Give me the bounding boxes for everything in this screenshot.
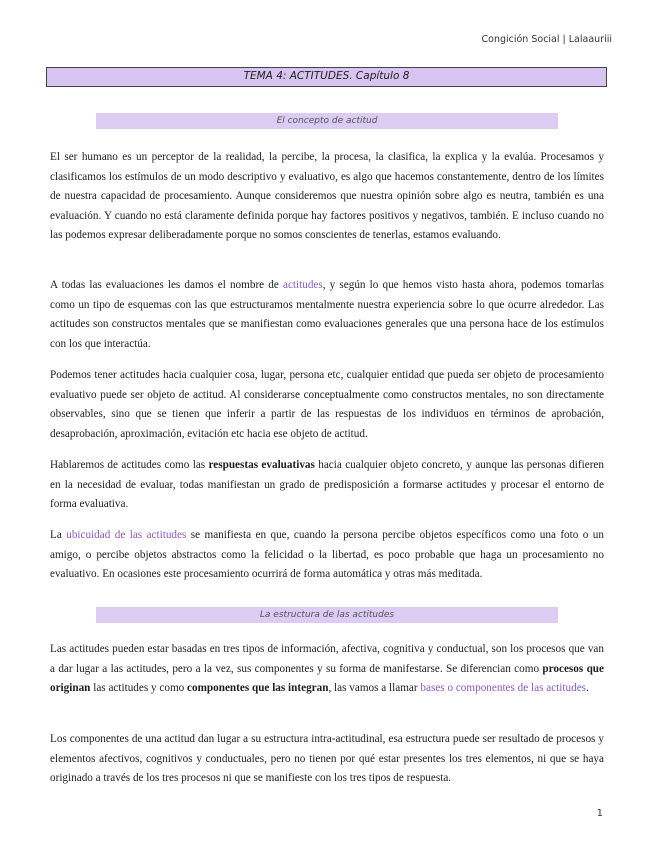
paragraph-4-text-b: hacia cualquier objeto concreto, y aunque las personas difieren en la necesidad de evaluar, todas manifiestan un grado de predisposición a formarse actitudes y procesar el entorno de forma evaluativa. <box>50 459 604 511</box>
term-procesos-originan: procesos que originan <box>50 662 604 695</box>
paragraph-7 <box>50 730 604 789</box>
paragraph-6-text-d: . <box>586 682 589 695</box>
paragraph-1-text: El ser humano es un perceptor de la realidad, la percibe, la procesa, la clasifica, la explica y la evalúa. Procesamos y clasificamos los estímulos de un modo descriptivo y evaluativo, es algo que hacemos constantemente, dentro de los límites de nuestra capacidad de procesamiento. Aunque consideremos que nuestra opinión sobre algo es neutra, también es una evaluación. Y cuando no está claramente definida porque hay factores positivos y negativos, también. E incluso cuando no las podemos expresar deliberadamente porque no somos conscientes de tenerlas, estamos evaluando. <box>50 151 604 242</box>
term-actitudes: actitudes <box>282 279 323 291</box>
paragraph-5 <box>50 526 604 585</box>
paragraph-6-text-b: las actitudes y como <box>90 682 188 695</box>
section-heading-concepto: El concepto de actitud <box>96 113 558 129</box>
term-bases-componentes: bases o componentes de las actitudes <box>420 682 587 695</box>
chapter-title: TEMA 4: ACTITUDES. Capítulo 8 <box>46 67 607 87</box>
term-componentes-integran: componentes que las integran <box>187 682 329 695</box>
paragraph-6-text-c: , las vamos a llamar <box>328 682 421 695</box>
paragraph-4-text-a: Hablaremos de actitudes como las <box>50 459 209 471</box>
page-header: Congición Social | Lalaauriii <box>481 34 612 45</box>
paragraph-5-text-a: La <box>50 529 67 541</box>
term-ubicuidad: ubicuidad de las actitudes <box>66 529 187 541</box>
paragraph-2 <box>50 276 604 354</box>
paragraph-4 <box>50 456 604 515</box>
paragraph-6 <box>50 640 604 699</box>
page-number: 1 <box>596 808 603 819</box>
paragraph-6-text-a: Las actitudes pueden estar basadas en tres tipos de información, afectiva, cognitiva y conductual, son los procesos que van a dar lugar a las actitudes, pero a la vez, sus componentes y su forma de manifestarse. Se diferencian como <box>50 643 604 675</box>
paragraph-5-text-b: se manifiesta en que, cuando la persona percibe objetos específicos como una foto o un amigo, o percibe objetos abstractos como la felicidad o la libertad, es poco probable que haga un procesamiento no evaluativo. En ocasiones este procesamiento ocurrirá de forma automática y otras más meditada. <box>50 529 604 581</box>
section-heading-estructura: La estructura de las actitudes <box>96 607 558 623</box>
paragraph-2-text-b: , y según lo que hemos visto hasta ahora, podemos tomarlas como un tipo de esquemas con las que estructuramos mentalmente nuestra experiencia sobre lo que ocurre alrededor. Las actitudes son constructos mentales que se manifiestan como evaluaciones generales que una persona hace de los estímulos con los que interactúa. <box>50 279 604 350</box>
paragraph-7-text: Los componentes de una actitud dan lugar a su estructura intra-actitudinal, esa estructura puede ser resultado de procesos y elementos afectivos, cognitivos y conductuales, pero no tienen por qué estar presentes los tres elementos, ni que se haya originado a través de los tres procesos ni que se manifieste con los tres tipos de respuesta. <box>50 733 604 785</box>
paragraph-2-text-a: A todas las evaluaciones les damos el nombre de <box>50 279 283 291</box>
paragraph-3 <box>50 366 604 444</box>
paragraph-1 <box>50 148 604 246</box>
paragraph-3-text: Podemos tener actitudes hacia cualquier cosa, lugar, persona etc, cualquier entidad que pueda ser objeto de procesamiento evaluativo puede ser objeto de actitud. Al considerarse conceptualmente como constructos mentales, no son directamente observables, sino que se tienen que inferir a partir de las respuestas de los individuos en términos de aprobación, desaprobación, aproximación, evitación etc hacia ese objeto de actitud. <box>50 369 604 440</box>
term-respuestas-evaluativas: respuestas evaluativas <box>208 459 315 471</box>
